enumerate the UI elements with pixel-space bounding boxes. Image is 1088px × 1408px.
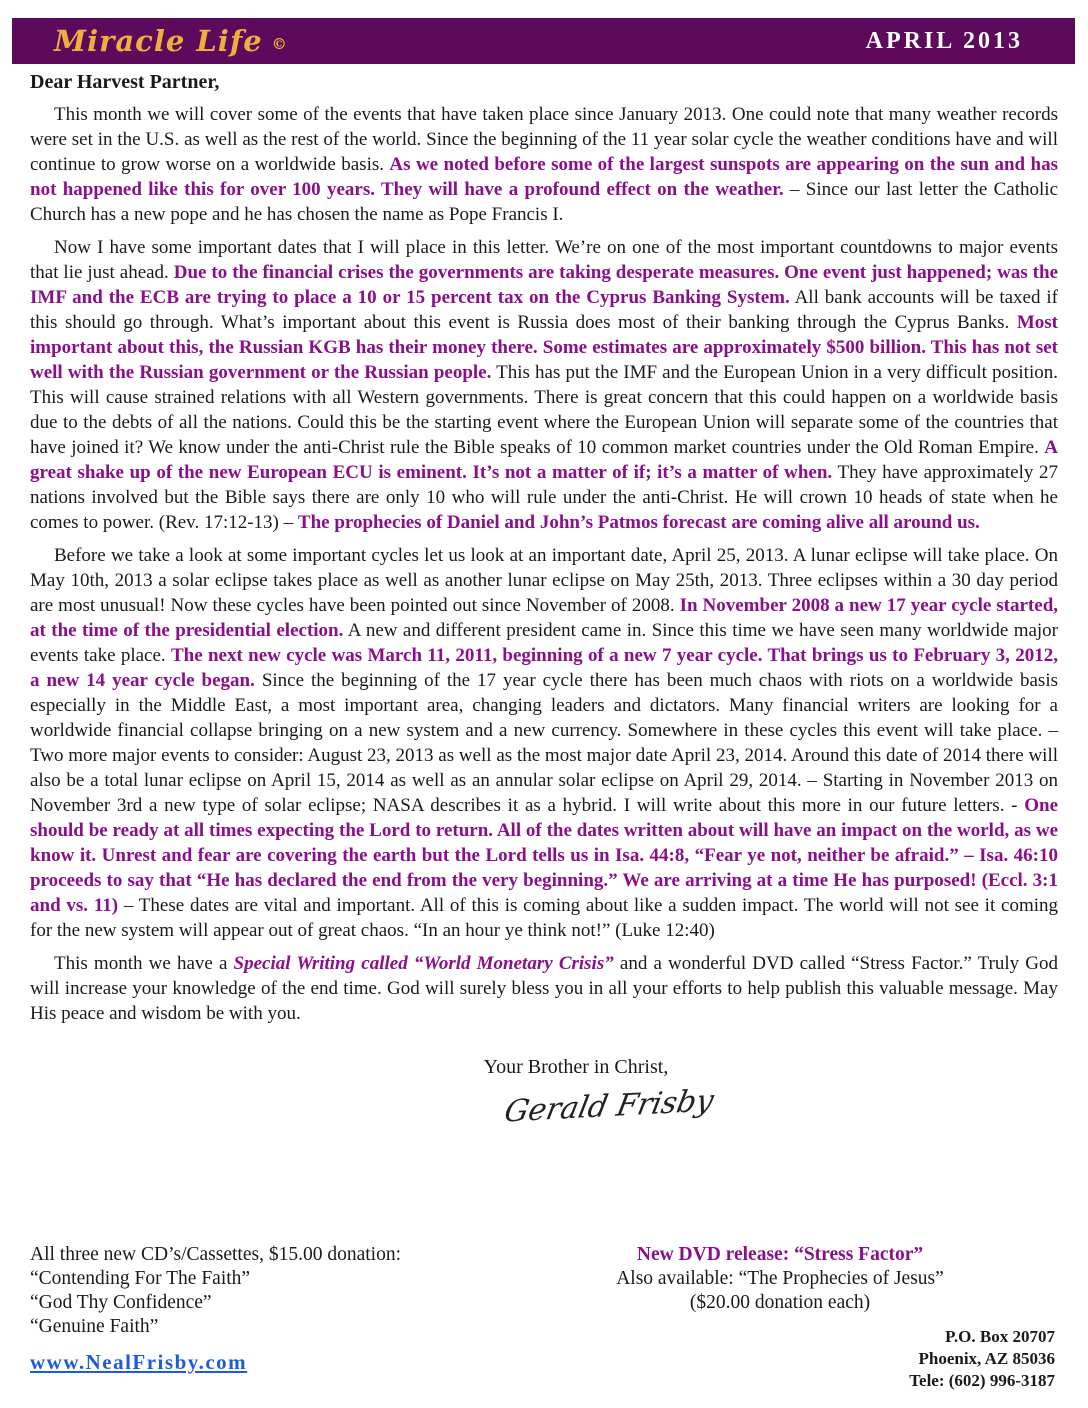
text-run: As we noted before some of the largest sunspots are appearing on the sun and has not happened like this for over 100 years. They will have a profound effect on the weather. — [30, 154, 1058, 200]
text-run: This month we have a — [54, 953, 234, 974]
copyright-symbol: © — [271, 35, 288, 53]
footer-line: Tele: (602) 996-3187 — [909, 1371, 1055, 1390]
text-run: This has put the IMF and the European Union in a very difficult position. This will cause strained relations with all Western governments. There is great concern that this could happen on a worldwide basis due to the debts of all the nations. Could this be the starting event where the European Union will separate some of the countries that have joined it? We know under the anti-Christ rule the Bible speaks of 10 common market countries under the Old Roman Empire. — [30, 362, 1058, 458]
text-run: – These dates are vital and important. All of this is coming about like a sudden impact. The world will not see it coming for the new system will appear out of great chaos. “In an hour ye think not!” (Luke 12:40) — [30, 895, 1058, 941]
text-run: Due to the financial crises the governments are taking desperate measures. One event just happened; was the IMF and the ECB are trying to place a 10 or 15 percent tax on the Cyprus Banking System. — [30, 262, 1058, 308]
text-run: They have approximately 27 nations involved but the Bible says there are only 10 who will rule under the anti-Christ. He will crown 10 heads of state when he comes to power. (Rev. 17:12-13) – — [30, 462, 1058, 533]
paragraph — [30, 102, 1058, 227]
text-run: In November 2008 a new 17 year cycle started, at the time of the presidential election. — [30, 595, 1059, 641]
footer-line: All three new CD’s/Cassettes, $15.00 donation: — [30, 1244, 401, 1265]
text-run: Now I have some important dates that I will place in this letter. We’re on one of the most important countdowns to major events that lie just ahead. — [30, 237, 1058, 283]
footer-line: “God Thy Confidence” — [30, 1292, 212, 1313]
text-run: A great shake up of the new European ECU is eminent. It’s not a matter of if; it’s a matter of when. — [30, 437, 1058, 483]
footer-line: Phoenix, AZ 85036 — [918, 1349, 1055, 1368]
letter-body — [30, 102, 1058, 1026]
text-run: Most important about this, the Russian KGB has their money there. Some estimates are approximately $500 billion. This has not set well with the Russian government or the Russian people. — [30, 312, 1058, 383]
brand-logo — [54, 24, 288, 58]
footer-right — [560, 1243, 1000, 1315]
footer-line: “Genuine Faith” — [30, 1316, 159, 1337]
text-run: One should be ready at all times expecting the Lord to return. All of the dates written about will have an impact on the world, as we know it. Unrest and fear are covering the earth but the Lord tells us in Isa. 44:8, “Fear ye not, neither be afraid.” – Isa. 46:10 proceeds to say that “He has declared the end from the very beginning.” We are arriving at a time He has purposed! (Eccl. 3:1 and vs. 11) — [30, 795, 1058, 916]
footer-left-lines — [30, 1243, 401, 1339]
text-run: All bank accounts will be taxed if this should go through. What’s important about this event is Russia does most of their banking through the Cyprus Banks. — [30, 287, 1058, 333]
text-run: and a wonderful DVD called “Stress Factor.” Truly God will increase your knowledge of the end time. God will surely bless you in all your efforts to help publish this valuable message. May His peace and wisdom be with you. — [30, 953, 1058, 1024]
footer-line: “Contending For The Faith” — [30, 1268, 251, 1289]
paragraph — [30, 951, 1058, 1026]
address-block — [909, 1326, 1055, 1392]
salutation: Dear Harvest Partner, — [30, 71, 220, 93]
text-run: Before we take a look at some important cycles let us look at an important date, April 25, 2013. A lunar eclipse will take place. On May 10th, 2013 a solar eclipse takes place as well as another lunar eclipse on May 25th, 2013. Three eclipses within a 30 day period are most unusual! Now these cycles have been pointed out since November of 2008. — [30, 545, 1058, 616]
text-run: A new and different president came in. Since this time we have seen many worldwide major events take place. — [30, 620, 1059, 666]
text-run: – Since our last letter the Catholic Church has a new pope and he has chosen the name as Pope Francis I. — [30, 179, 1058, 225]
brand-text: Miracle Life — [54, 24, 263, 58]
text-run: The next new cycle was March 11, 2011, beginning of a new 7 year cycle. That brings us to February 3, 2012, a new 14 year cycle began. — [30, 645, 1058, 691]
text-run: Since the beginning of the 17 year cycle there has been much chaos with riots on a worldwide basis especially in the Middle East, a most important area, changing leaders and dictators. Many financial writers are looking for a worldwide financial collapse bringing on a new system and a new currency. Somewhere in these cycles this event will take place. – Two more major events to consider: August 23, 2013 as well as the most major date April 23, 2014. Around this date of 2014 there will also be a total lunar eclipse on April 15, 2014 as well as an annular solar eclipse on April 29, 2014. – Starting in November 2013 on November 3rd a new type of solar eclipse; NASA describes it as a hybrid. I will write about this more in our future letters. - — [30, 670, 1059, 816]
footer-line: Also available: “The Prophecies of Jesus” — [616, 1268, 944, 1289]
paragraph — [30, 235, 1058, 535]
signature: Gerald Frisby — [501, 1083, 717, 1130]
text-run: Special Writing called “World Monetary Crisis” — [233, 953, 614, 974]
header-bar — [12, 18, 1075, 64]
text-run: The prophecies of Daniel and John’s Patmos forecast are coming alive all around us. — [297, 512, 980, 533]
footer-line: P.O. Box 20707 — [945, 1327, 1055, 1346]
issue-date: APRIL 2013 — [865, 27, 1023, 54]
footer-line: ($20.00 donation each) — [689, 1292, 871, 1313]
letter — [30, 70, 1059, 1130]
dvd-release-title: New DVD release: “Stress Factor” — [636, 1244, 924, 1265]
footer-left — [30, 1243, 401, 1339]
closing-line: Your Brother in Christ, — [483, 1056, 669, 1078]
paragraph — [30, 543, 1058, 943]
website-link[interactable]: www.NealFrisby.com — [30, 1350, 248, 1374]
footer-right-lines — [560, 1267, 1000, 1315]
text-run: This month we will cover some of the events that have taken place since January 2013. One could note that many weather records were set in the U.S. as well as the rest of the world. Since the beginning of the 11 year solar cycle the weather conditions have and will continue to grow worse on a worldwide basis. — [30, 104, 1058, 175]
